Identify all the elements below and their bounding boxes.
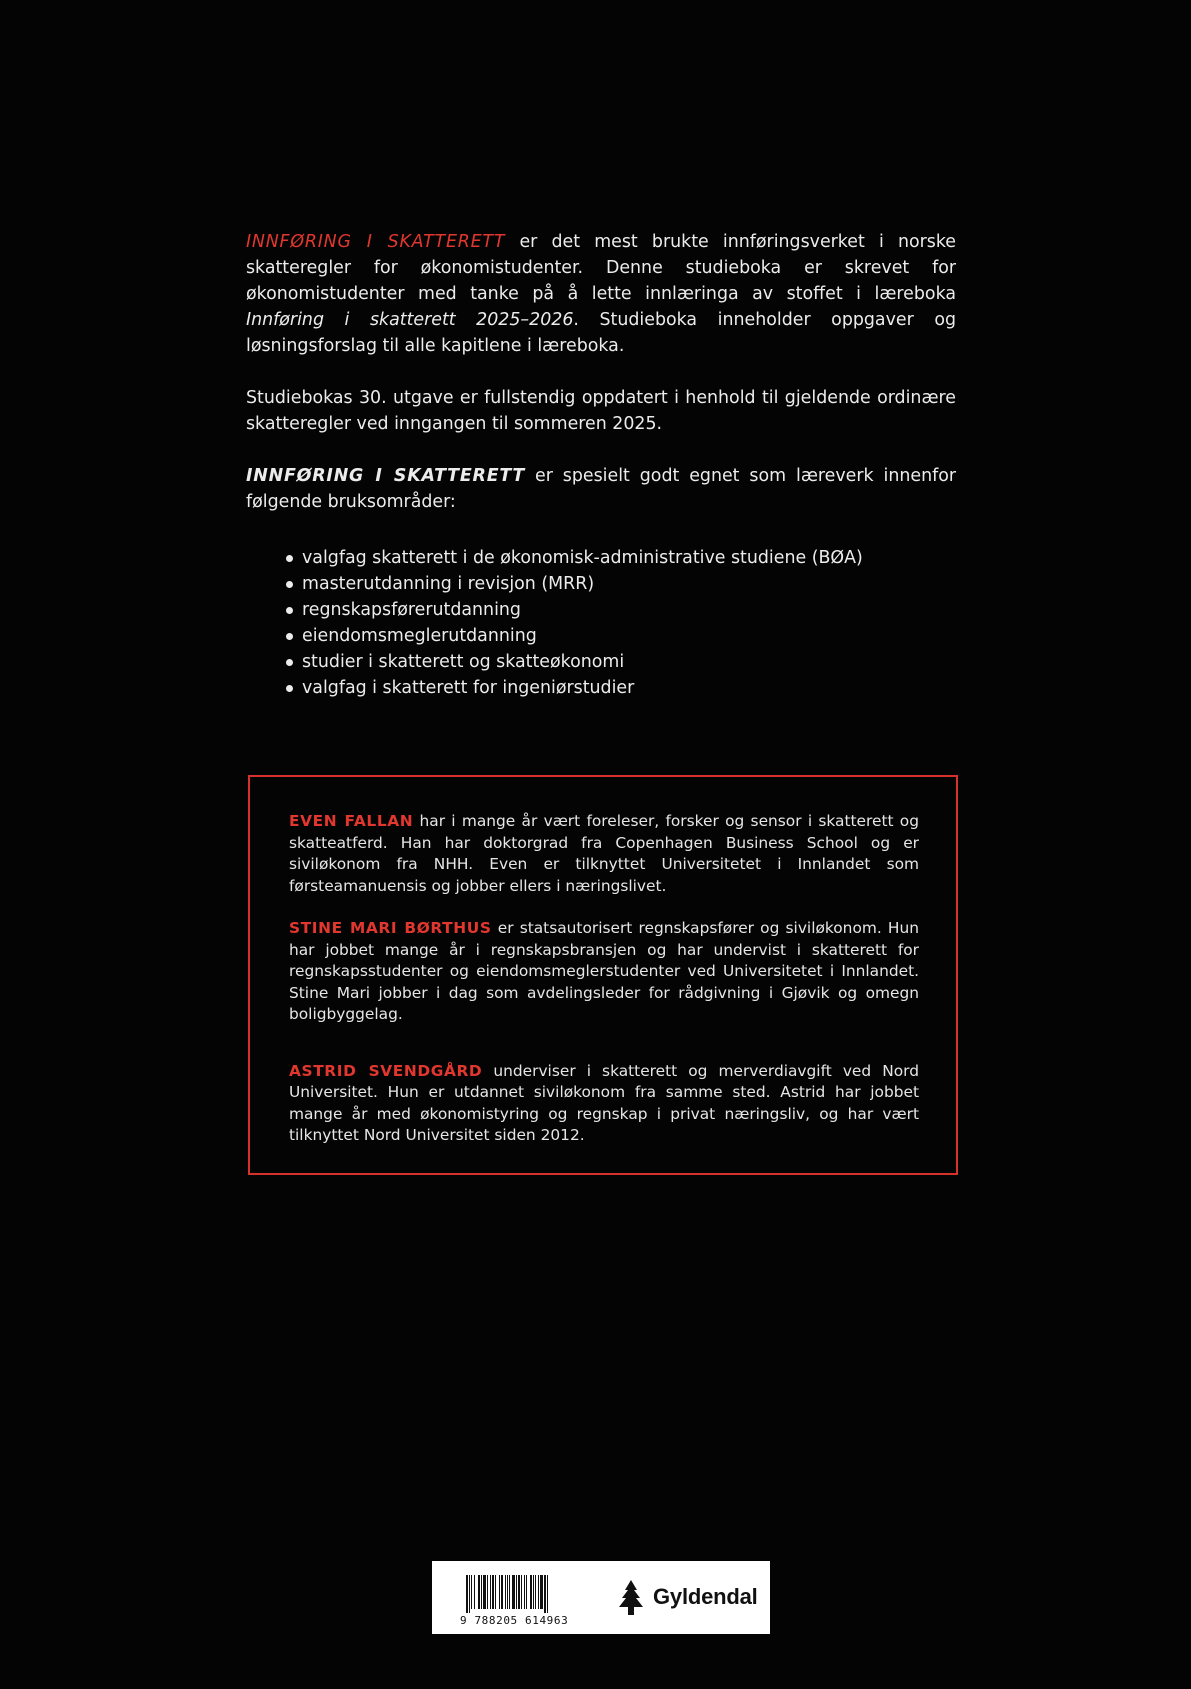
barcode-bar — [512, 1575, 515, 1609]
barcode-bar — [533, 1575, 534, 1609]
publisher-name: Gyldendal — [653, 1584, 758, 1609]
bullet-icon — [286, 659, 293, 666]
intro-text-a: er det mest brukte innføringsverket i norske skatteregler for økonomistudenter. Denne studieboka er skrevet for økonomistudenter med tanke på å lette innlæringa av stoffet i læreboka — [246, 232, 956, 304]
barcode-bar — [530, 1575, 532, 1609]
barcode-bar — [516, 1575, 517, 1609]
barcode-bar — [474, 1575, 475, 1609]
intro-paragraph-1 — [246, 229, 956, 359]
author-name: EVEN FALLAN — [289, 812, 414, 830]
usage-list — [246, 545, 956, 701]
barcode-bar — [487, 1575, 488, 1609]
barcode-bar — [466, 1575, 468, 1613]
intro-text-uses: er spesielt godt egnet som læreverk innenfor følgende bruksområder: — [246, 466, 957, 512]
list-item-label: eiendomsmeglerutdanning — [302, 626, 537, 646]
barcode-bar — [507, 1575, 508, 1609]
barcode-bar — [492, 1575, 494, 1609]
barcode-bar — [483, 1575, 486, 1609]
list-item-label: regnskapsførerutdanning — [302, 600, 521, 620]
barcode-bar — [521, 1575, 522, 1609]
textbook-title: Innføring i skatterett 2025–2026 — [246, 310, 574, 330]
bullet-icon — [286, 607, 293, 614]
barcode-bar — [478, 1575, 480, 1609]
isbn-digits: 9 788205 614963 — [460, 1614, 569, 1627]
list-item — [286, 675, 956, 701]
author-bio-text: underviser i skatterett og merverdiavgift ved Nord Universitet. Hun er utdannet siviløkonom fra samme sted. Astrid har jobbet mange år med økonomistyring og regnskap i privat næringsliv, og har vært tilknyttet Nord Universitet siden 2012. — [289, 1061, 919, 1144]
barcode-bar — [469, 1575, 470, 1613]
barcode-panel — [432, 1561, 770, 1634]
list-item — [286, 649, 956, 675]
list-item-label: valgfag skatterett i de økonomisk-administrative studiene (BØA) — [302, 548, 863, 568]
barcode-bar — [481, 1575, 482, 1609]
intro-paragraph-2: Studiebokas 30. utgave er fullstendig oppdatert i henhold til gjeldende ordinære skatteregler ved inngangen til sommeren 2025. — [246, 388, 956, 434]
barcode-bar — [490, 1575, 491, 1609]
tree-icon — [615, 1578, 647, 1618]
intro-paragraph-3 — [246, 463, 956, 515]
bullet-icon — [286, 633, 293, 640]
author-bio-even-fallan — [289, 811, 919, 897]
barcode-bar — [544, 1575, 546, 1613]
barcode-bar — [547, 1575, 548, 1613]
cover-description — [246, 229, 956, 701]
barcode-bar — [538, 1575, 539, 1609]
list-item — [286, 623, 956, 649]
publisher-logo — [615, 1578, 765, 1618]
list-item — [286, 545, 956, 571]
barcode-bar — [499, 1575, 500, 1609]
barcode-bar — [509, 1575, 510, 1609]
barcode-bar — [526, 1575, 527, 1609]
barcode-bar — [495, 1575, 496, 1609]
author-name: STINE MARI BØRTHUS — [289, 919, 492, 937]
author-bio-stine-mari-borthus — [289, 918, 919, 1026]
book-title-bold: INNFØRING I SKATTERETT — [246, 466, 526, 486]
list-item — [286, 571, 956, 597]
author-bio-text: er statsautorisert regnskapsfører og siviløkonom. Hun har jobbet mange år i regnskapsbransjen og har undervist i skatterett for regnskapsstudenter og eiendomsmeglerstudenter ved Universitetet i Innlandet. Stine Mari jobber i dag som avdelingsleder for rådgivning i Gjøvik og omegn boligbyggelag. — [289, 919, 920, 1023]
barcode-bar — [524, 1575, 525, 1609]
list-item — [286, 597, 956, 623]
bullet-icon — [286, 581, 293, 588]
list-item-label: masterutdanning i revisjon (MRR) — [302, 574, 595, 594]
barcode-bar — [540, 1575, 543, 1609]
author-name: ASTRID SVENDGÅRD — [289, 1061, 483, 1080]
bullet-icon — [286, 685, 293, 692]
author-bio-astrid-svendgard — [289, 1061, 919, 1147]
barcode-bar — [505, 1575, 506, 1609]
list-item-label: studier i skatterett og skatteøkonomi — [302, 652, 625, 672]
bullet-icon — [286, 555, 293, 562]
barcode-bar — [518, 1575, 520, 1609]
author-box — [248, 775, 958, 1175]
isbn-barcode — [466, 1575, 584, 1613]
author-bio-text: har i mange år vært foreleser, forsker og sensor i skatterett og skatteatferd. Han har doktorgrad fra Copenhagen Business School og er siviløkonom fra NHH. Even er tilknyttet Universitetet i Innlandet som førsteamanuensis og jobber ellers i næringslivet. — [289, 812, 919, 895]
barcode-bar — [471, 1575, 472, 1609]
barcode-bar — [501, 1575, 503, 1609]
list-item-label: valgfag i skatterett for ingeniørstudier — [302, 678, 635, 698]
book-title-highlight: INNFØRING I SKATTERETT — [246, 232, 506, 252]
author-bios — [289, 811, 919, 1147]
barcode-bar — [535, 1575, 536, 1609]
intro-text-b: . Studieboka inneholder oppgaver og løsningsforslag til alle kapitlene i læreboka. — [246, 310, 956, 356]
